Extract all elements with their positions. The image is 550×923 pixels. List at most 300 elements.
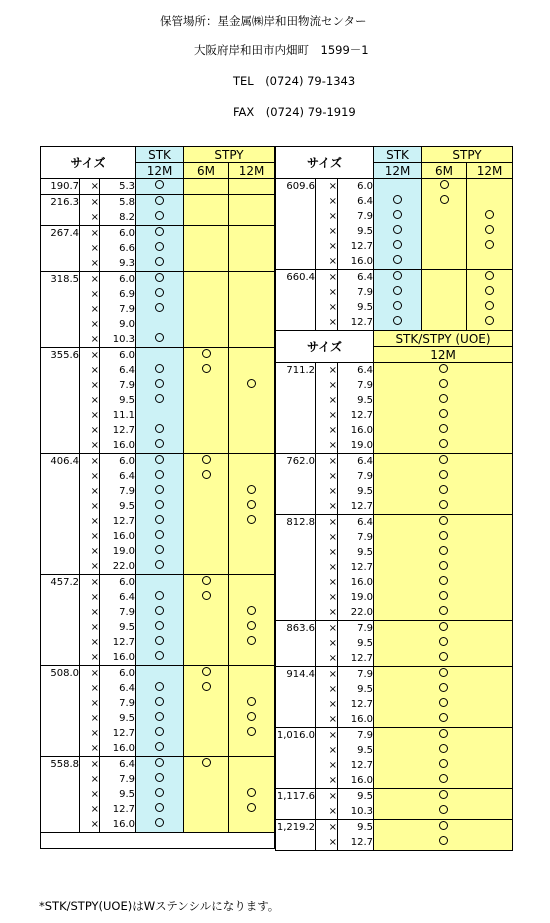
times-sign: × — [316, 636, 338, 651]
stpy-6m-cell — [184, 241, 229, 256]
table-row — [276, 209, 513, 224]
outer-diameter — [41, 408, 80, 423]
address: 大阪府岸和田市内畑町 1599－1 — [194, 43, 369, 57]
stk-12m-cell — [136, 772, 184, 787]
circle-mark — [202, 591, 211, 600]
times-sign: × — [316, 300, 338, 315]
outer-diameter — [41, 741, 80, 757]
table-row — [276, 651, 513, 667]
table-row — [276, 438, 513, 454]
uoe-header: STK/STPY (UOE) — [374, 331, 513, 347]
circle-mark — [155, 803, 164, 812]
circle-mark — [202, 364, 211, 373]
stpy-6m-cell — [184, 317, 229, 332]
times-sign: × — [316, 697, 338, 712]
wall-thickness: 9.5 — [338, 300, 374, 315]
table-row — [276, 363, 513, 379]
circle-mark — [155, 242, 164, 251]
outer-diameter — [41, 256, 80, 272]
circle-mark — [155, 379, 164, 388]
stk-12m-cell — [136, 741, 184, 757]
wall-thickness: 7.9 — [100, 772, 136, 787]
outer-diameter — [41, 484, 80, 499]
table-row — [276, 682, 513, 697]
circle-mark — [247, 803, 256, 812]
wall-thickness: 6.4 — [100, 681, 136, 696]
table-row — [276, 743, 513, 758]
stpy-6m-cell — [422, 254, 467, 270]
times-sign: × — [80, 484, 100, 499]
outer-diameter — [41, 711, 80, 726]
table-row — [41, 590, 275, 605]
wall-thickness: 9.5 — [338, 743, 374, 758]
circle-mark — [393, 225, 402, 234]
stpy-12m-cell — [229, 650, 275, 666]
times-sign: × — [80, 605, 100, 620]
outer-diameter — [276, 378, 316, 393]
table-row — [41, 833, 275, 849]
stpy-6m-cell — [184, 575, 229, 591]
times-sign: × — [80, 650, 100, 666]
uoe-12m-cell — [374, 499, 513, 515]
wall-thickness: 22.0 — [338, 605, 374, 621]
stpy-6m-cell — [184, 741, 229, 757]
circle-mark — [155, 636, 164, 645]
stpy-12m-cell — [467, 239, 513, 254]
stk-12m-cell — [136, 317, 184, 332]
stk-12m-cell — [136, 757, 184, 773]
circle-mark — [439, 606, 448, 615]
wall-thickness: 11.1 — [100, 408, 136, 423]
times-sign: × — [80, 408, 100, 423]
wall-thickness: 6.4 — [100, 590, 136, 605]
stpy-12m-cell — [229, 817, 275, 833]
circle-mark — [485, 301, 494, 310]
uoe-12m-cell — [374, 515, 513, 531]
times-sign: × — [316, 530, 338, 545]
stpy-6m-cell — [184, 484, 229, 499]
circle-mark — [155, 439, 164, 448]
times-sign: × — [80, 741, 100, 757]
outer-diameter — [41, 241, 80, 256]
circle-mark — [155, 424, 164, 433]
wall-thickness: 12.7 — [338, 499, 374, 515]
stk-12m-cell — [136, 256, 184, 272]
uoe-12m-cell — [374, 820, 513, 836]
stpy-6m-header: 6M — [422, 163, 467, 179]
outer-diameter — [41, 332, 80, 348]
stk-12m-cell — [136, 332, 184, 348]
stpy-6m-cell — [184, 302, 229, 317]
stk-12m-cell — [136, 179, 184, 195]
outer-diameter — [276, 651, 316, 667]
circle-mark — [439, 591, 448, 600]
table-row — [41, 195, 275, 211]
stpy-6m-cell — [184, 711, 229, 726]
times-sign: × — [80, 635, 100, 650]
stk-12m-cell — [136, 484, 184, 499]
stpy-6m-cell — [184, 438, 229, 454]
times-sign: × — [80, 363, 100, 378]
table-row — [276, 773, 513, 789]
circle-mark — [155, 530, 164, 539]
uoe-12m-cell — [374, 712, 513, 728]
outer-diameter — [276, 835, 316, 851]
stpy-6m-cell — [184, 772, 229, 787]
times-sign: × — [80, 317, 100, 332]
stpy-6m-cell — [184, 787, 229, 802]
times-sign: × — [80, 575, 100, 591]
circle-mark — [155, 515, 164, 524]
table-row — [276, 270, 513, 286]
uoe-12m-cell — [374, 378, 513, 393]
circle-mark — [155, 742, 164, 751]
stk-12m-header: 12M — [374, 163, 422, 179]
stpy-12m-cell — [229, 210, 275, 226]
stk-12m-cell — [136, 514, 184, 529]
circle-mark — [439, 439, 448, 448]
outer-diameter: 812.8 — [276, 515, 316, 531]
wall-thickness: 5.8 — [100, 195, 136, 211]
times-sign: × — [80, 378, 100, 393]
times-sign: × — [80, 438, 100, 454]
times-sign: × — [80, 666, 100, 682]
stk-12m-cell — [136, 666, 184, 682]
wall-thickness: 7.9 — [338, 621, 374, 637]
table-row — [276, 605, 513, 621]
times-sign: × — [316, 621, 338, 637]
stk-12m-cell — [374, 254, 422, 270]
circle-mark — [155, 788, 164, 797]
outer-diameter — [276, 697, 316, 712]
wall-thickness: 12.7 — [338, 408, 374, 423]
circle-mark — [485, 271, 494, 280]
uoe-12m-cell — [374, 393, 513, 408]
stpy-12m-cell — [229, 241, 275, 256]
size-header: サイズ — [276, 147, 374, 179]
circle-mark — [202, 682, 211, 691]
times-sign: × — [316, 270, 338, 286]
stpy-12m-cell — [229, 544, 275, 559]
circle-mark — [155, 606, 164, 615]
outer-diameter: 457.2 — [41, 575, 80, 591]
uoe-12m-cell — [374, 758, 513, 773]
stk-12m-cell — [136, 378, 184, 393]
outer-diameter — [41, 210, 80, 226]
circle-mark — [155, 485, 164, 494]
uoe-12m-cell — [374, 545, 513, 560]
circle-mark — [155, 273, 164, 282]
circle-mark — [247, 788, 256, 797]
stk-12m-cell — [136, 438, 184, 454]
circle-mark — [247, 712, 256, 721]
stk-12m-cell — [136, 605, 184, 620]
stpy-12m-cell — [229, 726, 275, 741]
stpy-6m-cell — [184, 348, 229, 364]
uoe-12m-cell — [374, 743, 513, 758]
times-sign: × — [80, 302, 100, 317]
stpy-12m-cell — [229, 757, 275, 773]
wall-thickness: 6.4 — [338, 363, 374, 379]
circle-mark — [440, 180, 449, 189]
stpy-6m-cell — [184, 726, 229, 741]
circle-mark — [439, 652, 448, 661]
table-row — [41, 666, 275, 682]
uoe-12m-cell — [374, 667, 513, 683]
stk-header: STK — [136, 147, 184, 163]
table-row — [41, 393, 275, 408]
uoe-12m-cell — [374, 804, 513, 820]
wall-thickness: 10.3 — [100, 332, 136, 348]
stk-12m-cell — [136, 408, 184, 423]
table-row — [41, 438, 275, 454]
outer-diameter — [276, 682, 316, 697]
table-row — [41, 681, 275, 696]
outer-diameter: 508.0 — [41, 666, 80, 682]
outer-diameter — [41, 681, 80, 696]
circle-mark — [393, 240, 402, 249]
wall-thickness: 6.4 — [100, 469, 136, 484]
stk-12m-cell — [136, 590, 184, 605]
stpy-12m-cell — [229, 787, 275, 802]
outer-diameter — [41, 287, 80, 302]
times-sign: × — [316, 209, 338, 224]
circle-mark — [439, 713, 448, 722]
wall-thickness: 16.0 — [100, 741, 136, 757]
circle-mark — [155, 394, 164, 403]
stpy-12m-cell — [229, 179, 275, 195]
wall-thickness: 16.0 — [100, 817, 136, 833]
stk-12m-cell — [136, 544, 184, 559]
outer-diameter — [41, 514, 80, 529]
stpy-6m-cell — [422, 209, 467, 224]
uoe-12m-cell — [374, 605, 513, 621]
circle-mark — [247, 606, 256, 615]
times-sign: × — [80, 454, 100, 470]
table-row — [276, 835, 513, 851]
outer-diameter — [41, 438, 80, 454]
wall-thickness: 12.7 — [100, 726, 136, 741]
uoe-12m-cell — [374, 438, 513, 454]
times-sign: × — [316, 499, 338, 515]
circle-mark — [155, 621, 164, 630]
times-sign: × — [80, 620, 100, 635]
outer-diameter — [276, 484, 316, 499]
circle-mark — [393, 316, 402, 325]
stpy-12m-cell — [229, 711, 275, 726]
wall-thickness: 19.0 — [100, 544, 136, 559]
circle-mark — [485, 240, 494, 249]
table-row — [41, 332, 275, 348]
table-row — [41, 635, 275, 650]
wall-thickness: 12.7 — [100, 635, 136, 650]
stpy-12m-cell — [467, 224, 513, 239]
times-sign: × — [80, 272, 100, 288]
stpy-12m-cell — [229, 696, 275, 711]
table-row — [276, 758, 513, 773]
circle-mark — [439, 729, 448, 738]
uoe-12m-cell — [374, 590, 513, 605]
circle-mark — [439, 379, 448, 388]
wall-thickness: 8.2 — [100, 210, 136, 226]
stpy-6m-cell — [184, 272, 229, 288]
stpy-12m-cell — [229, 802, 275, 817]
outer-diameter: 1,219.2 — [276, 820, 316, 836]
stk-12m-cell — [136, 681, 184, 696]
outer-diameter: 711.2 — [276, 363, 316, 379]
outer-diameter — [41, 499, 80, 514]
table-row — [41, 772, 275, 787]
table-row — [276, 300, 513, 315]
outer-diameter — [41, 423, 80, 438]
times-sign: × — [316, 194, 338, 209]
table-row — [41, 423, 275, 438]
circle-mark — [155, 651, 164, 660]
wall-thickness: 7.9 — [338, 469, 374, 484]
stpy-6m-cell — [422, 300, 467, 315]
stpy-12m-cell — [229, 363, 275, 378]
outer-diameter — [41, 317, 80, 332]
uoe-12m-cell — [374, 363, 513, 379]
times-sign: × — [80, 195, 100, 211]
times-sign: × — [316, 667, 338, 683]
times-sign: × — [80, 393, 100, 408]
stpy-6m-cell — [184, 650, 229, 666]
stk-12m-cell — [136, 195, 184, 211]
stpy-6m-cell — [422, 224, 467, 239]
wall-thickness: 6.4 — [338, 515, 374, 531]
outer-diameter — [41, 772, 80, 787]
stpy-12m-cell — [229, 666, 275, 682]
stpy-6m-cell — [184, 620, 229, 635]
stk-12m-cell — [136, 272, 184, 288]
circle-mark — [439, 470, 448, 479]
outer-diameter — [276, 758, 316, 773]
circle-mark — [202, 455, 211, 464]
stpy-12m-cell — [467, 194, 513, 209]
wall-thickness: 7.9 — [100, 378, 136, 393]
outer-diameter — [276, 239, 316, 254]
times-sign: × — [316, 820, 338, 836]
stk-12m-cell — [136, 787, 184, 802]
wall-thickness: 5.3 — [100, 179, 136, 195]
times-sign: × — [80, 287, 100, 302]
outer-diameter: 762.0 — [276, 454, 316, 470]
table-row — [41, 741, 275, 757]
wall-thickness: 7.9 — [100, 696, 136, 711]
stpy-12m-cell — [229, 408, 275, 423]
table-row — [276, 667, 513, 683]
stpy-12m-cell — [229, 423, 275, 438]
table-row — [41, 302, 275, 317]
outer-diameter — [276, 224, 316, 239]
times-sign: × — [80, 696, 100, 711]
table-row — [41, 787, 275, 802]
stk-12m-cell — [136, 393, 184, 408]
table-row — [276, 254, 513, 270]
table-row — [276, 239, 513, 254]
wall-thickness: 9.5 — [338, 636, 374, 651]
circle-mark — [155, 591, 164, 600]
circle-mark — [155, 545, 164, 554]
circle-mark — [439, 744, 448, 753]
stk-12m-cell — [374, 224, 422, 239]
stpy-6m-cell — [184, 363, 229, 378]
circle-mark — [155, 257, 164, 266]
circle-mark — [155, 180, 164, 189]
times-sign: × — [316, 804, 338, 820]
stk-12m-cell — [136, 363, 184, 378]
stpy-12m-cell — [229, 438, 275, 454]
outer-diameter — [276, 469, 316, 484]
wall-thickness: 6.0 — [100, 272, 136, 288]
stpy-6m-cell — [184, 408, 229, 423]
outer-diameter — [276, 804, 316, 820]
table-row — [41, 287, 275, 302]
stpy-6m-cell — [184, 226, 229, 242]
wall-thickness: 6.0 — [338, 179, 374, 195]
table-row — [276, 697, 513, 712]
table-row — [276, 194, 513, 209]
wall-thickness: 12.7 — [100, 423, 136, 438]
circle-mark — [439, 394, 448, 403]
circle-mark — [155, 682, 164, 691]
stpy-12m-cell — [229, 529, 275, 544]
stpy-6m-cell — [184, 757, 229, 773]
storage-location: 保管場所：星金属㈱岸和田物流センター — [160, 14, 367, 28]
wall-thickness: 16.0 — [100, 650, 136, 666]
stk-12m-cell — [374, 285, 422, 300]
wall-thickness: 12.7 — [338, 697, 374, 712]
stpy-6m-cell — [422, 239, 467, 254]
uoe-12m-cell — [374, 621, 513, 637]
wall-thickness: 9.5 — [100, 393, 136, 408]
circle-mark — [247, 621, 256, 630]
stk-12m-header: 12M — [136, 163, 184, 179]
wall-thickness: 7.9 — [338, 209, 374, 224]
times-sign: × — [316, 454, 338, 470]
stpy-12m-cell — [229, 256, 275, 272]
wall-thickness: 6.6 — [100, 241, 136, 256]
circle-mark — [155, 712, 164, 721]
table-row — [41, 179, 275, 195]
stpy-12m-cell — [229, 590, 275, 605]
wall-thickness: 7.9 — [100, 484, 136, 499]
outer-diameter — [41, 393, 80, 408]
circle-mark — [155, 288, 164, 297]
stpy-12m-header: 12M — [467, 163, 513, 179]
table-row — [41, 378, 275, 393]
table-row — [276, 515, 513, 531]
times-sign: × — [316, 423, 338, 438]
stpy-12m-cell — [229, 226, 275, 242]
stpy-6m-cell — [184, 696, 229, 711]
stpy-6m-cell — [184, 332, 229, 348]
circle-mark — [155, 500, 164, 509]
table-row — [41, 529, 275, 544]
outer-diameter — [41, 802, 80, 817]
table-row — [41, 575, 275, 591]
outer-diameter — [276, 499, 316, 515]
circle-mark — [202, 667, 211, 676]
circle-mark — [439, 790, 448, 799]
table-row — [41, 559, 275, 575]
uoe-12m-cell — [374, 469, 513, 484]
times-sign: × — [316, 773, 338, 789]
stpy-6m-header: 6M — [184, 163, 229, 179]
wall-thickness: 12.7 — [338, 560, 374, 575]
stpy-12m-cell — [229, 378, 275, 393]
